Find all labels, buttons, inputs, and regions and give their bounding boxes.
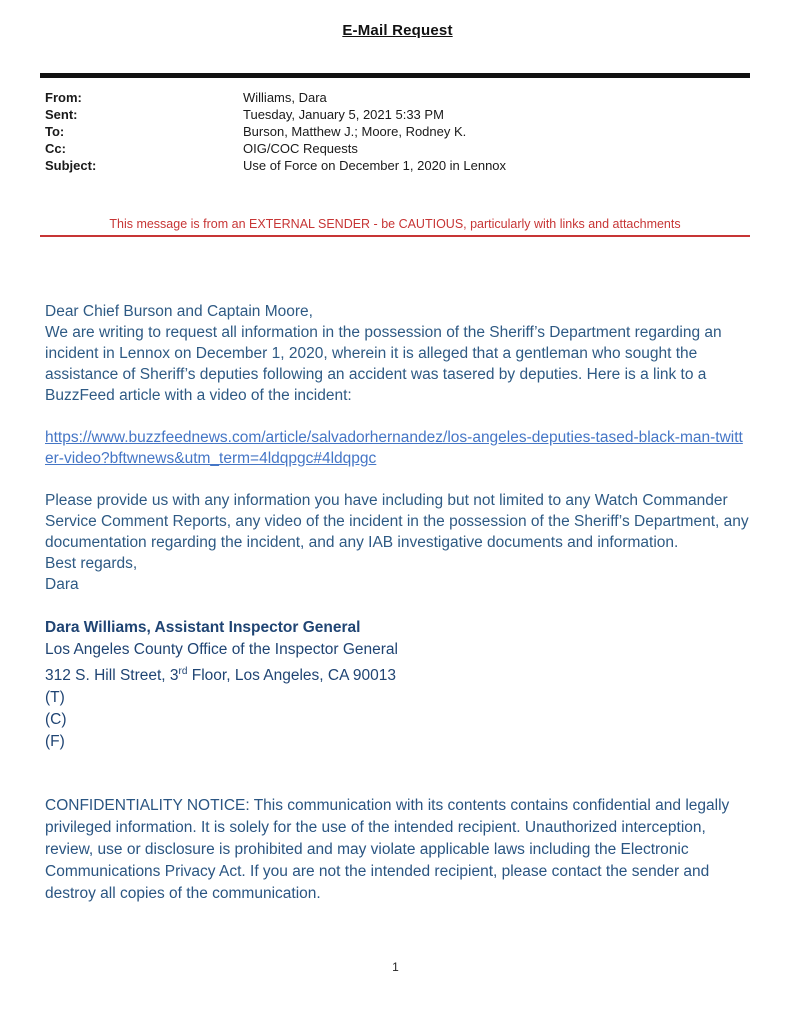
signature-address-prefix: 312 S. Hill Street, 3 xyxy=(45,667,179,685)
field-value-from: Williams, Dara xyxy=(243,90,327,105)
field-label-subject: Subject: xyxy=(45,158,97,173)
field-label-cc: Cc: xyxy=(45,141,66,156)
field-label-sent: Sent: xyxy=(45,107,78,122)
page-title: E-Mail Request xyxy=(342,22,453,39)
signature-phone-t: (T) xyxy=(45,689,65,707)
confidentiality-notice: CONFIDENTIALITY NOTICE: This communication with its contents contains confidential and legally privileged information. It is solely for the use of the intended recipient. Unauthorized interception, review, use or disclosure is prohibited and may violate applicable laws including the Electronic Communications Privacy Act. If you are not the intended recipient, please contact the sender and destroy all copies of the communication. xyxy=(45,797,730,903)
field-value-cc: OIG/COC Requests xyxy=(243,141,358,156)
signature-address xyxy=(45,661,750,687)
signature-address-ordinal: rd xyxy=(178,666,188,677)
body-paragraph-1: We are writing to request all information in the possession of the Sheriff’s Department regarding an incident in Lennox on December 1, 2020, wherein it is alleged that a gentleman who sought the assistance of Sheriff’s deputies following an accident was tasered by deputies. Here is a link to a BuzzFeed article with a video of the incident: xyxy=(45,324,722,404)
header-field-subject xyxy=(45,157,750,174)
closing-name: Dara xyxy=(45,576,79,593)
signature-phone-f: (F) xyxy=(45,733,65,751)
header-field-cc xyxy=(45,140,750,157)
signature-phone-c: (C) xyxy=(45,711,67,729)
closing-line: Best regards, xyxy=(45,555,138,572)
header-field-from xyxy=(45,89,750,106)
signature-block xyxy=(45,617,750,753)
blank-line xyxy=(45,406,750,427)
field-value-sent: Tuesday, January 5, 2021 5:33 PM xyxy=(243,107,444,122)
field-label-from: From: xyxy=(45,90,82,105)
signature-name-title: Dara Williams, Assistant Inspector General xyxy=(45,619,361,636)
external-sender-warning xyxy=(40,217,750,237)
field-value-subject: Use of Force on December 1, 2020 in Lennox xyxy=(243,158,507,173)
email-body xyxy=(45,301,750,595)
header-divider-rule xyxy=(40,73,750,78)
page-number: 1 xyxy=(392,960,399,974)
header-field-to xyxy=(45,123,750,140)
blank-line xyxy=(45,469,750,490)
header-field-sent xyxy=(45,106,750,123)
field-value-to: Burson, Matthew J.; Moore, Rodney K. xyxy=(243,124,467,139)
signature-organization: Los Angeles County Office of the Inspector General xyxy=(45,641,398,658)
body-paragraph-2: Please provide us with any information you have including but not limited to any Watch Commander Service Comment Reports, any video of the incident in the possession of the Sheriff’s Department, any documentation regarding the incident, and any IAB investigative documents and information. xyxy=(45,492,749,551)
buzzfeed-article-link[interactable]: https://www.buzzfeednews.com/article/salvadorhernandez/los-angeles-deputies-tased-black-man-twitter-video?bftwnews&utm_term=4ldqpgc#4ldqpgc xyxy=(45,429,743,467)
external-sender-warning-text: This message is from an EXTERNAL SENDER - be CAUTIOUS, particularly with links and attachments xyxy=(109,217,681,231)
email-header-block xyxy=(45,89,750,174)
signature-address-suffix: Floor, Los Angeles, CA 90013 xyxy=(187,667,396,685)
greeting-line: Dear Chief Burson and Captain Moore, xyxy=(45,303,313,320)
field-label-to: To: xyxy=(45,124,65,139)
